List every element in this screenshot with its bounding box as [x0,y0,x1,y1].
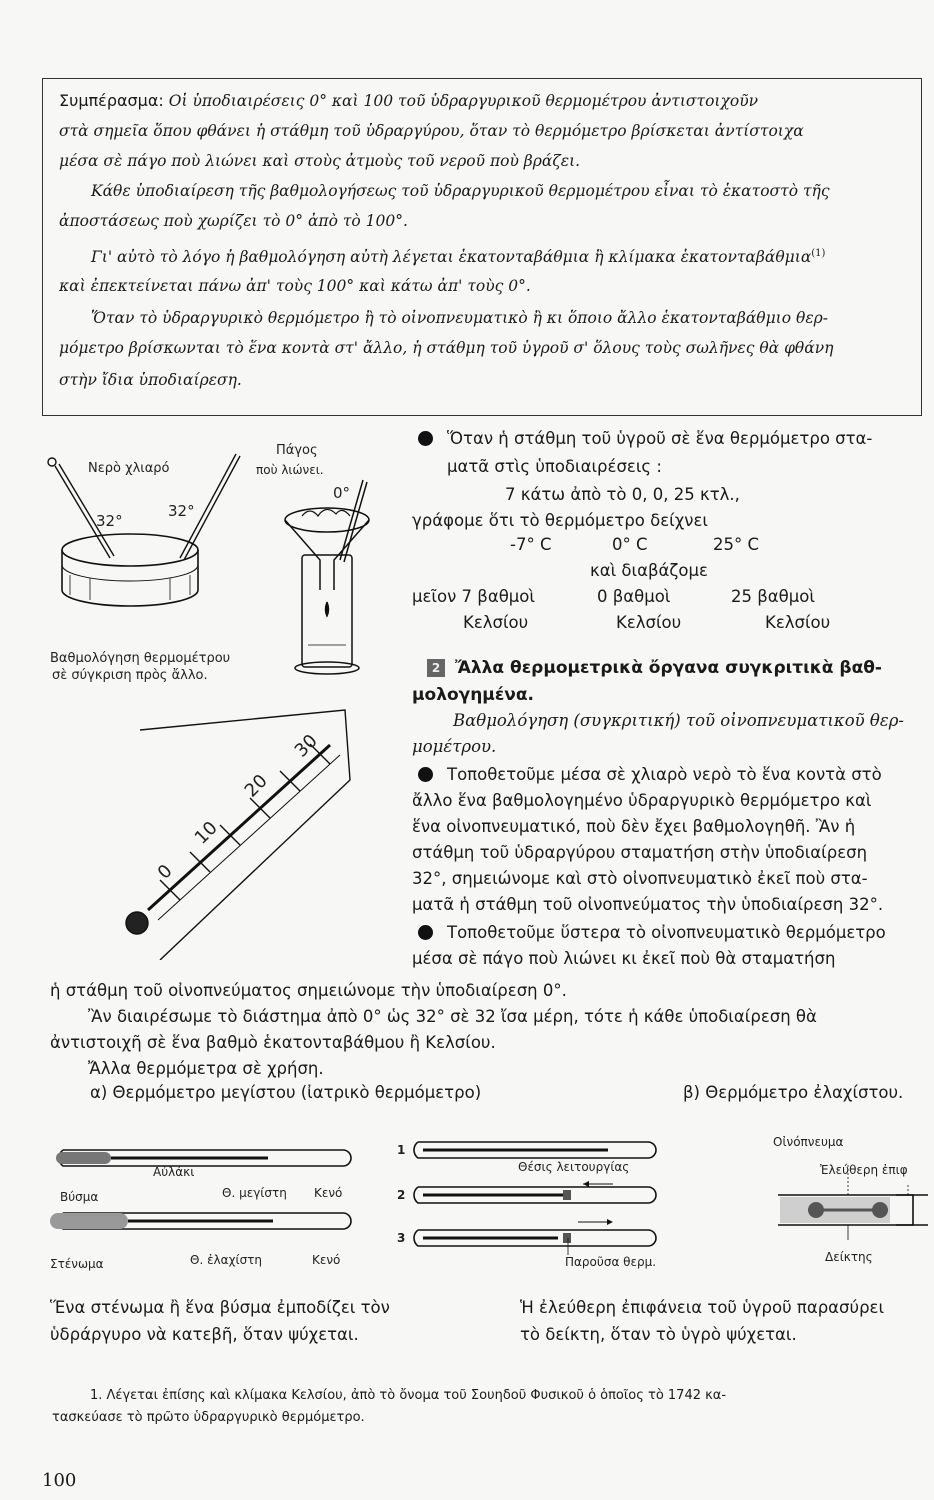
reading-read: 0 βαθμοὶ [597,587,671,606]
readings-line: 7 κάτω ἀπὸ τὸ 0, 0, 25 κτλ., [505,485,740,504]
conclusion-line: στὴν ἴδια ὑποδιαίρεση. [59,371,242,389]
temp-label-left: 32° [96,512,123,530]
ice-label: ποὺ λιώνει. [256,463,324,477]
label-keno: Κενό [312,1253,341,1267]
readings-line: Ὅταν ἡ στάθμη τοῦ ὑγροῦ σὲ ἕνα θερμόμετρο στα- [418,428,872,450]
conclusion-line: καὶ ἐπεκτείνεται πάνω ἀπ' τοὺς 100° καὶ κάτω ἀπ' τοὺς 0°. [59,277,531,295]
warm-water-beaker [62,534,198,606]
caption-right: Ἡ ἐλεύθερη ἐπιφάνεια τοῦ ὑγροῦ παρασύρει [520,1298,885,1317]
paragraph-line: ἕνα οἰνοπνευματικό, ποὺ δὲν ἔχει βαθμολογηθῆ. Ἂν ἡ [412,817,856,836]
paragraph-line: στάθμη τοῦ ὑδραργύρου σταματήση στὴν ὑποδιαίρεση [412,843,868,862]
section-number: 2 [427,659,445,677]
reading-value: 0° C [612,535,648,554]
label-deiktis: Δείκτης [825,1250,873,1264]
conclusion-label: Συμπέρασμα: [59,91,164,110]
reading-value: 25° C [713,535,760,554]
scale-label: 30 [290,730,322,762]
paragraph-line: μέσα σὲ πάγο ποὺ λιώνει κι ἐκεῖ ποὺ θὰ σταματήση [412,949,836,968]
paragraph-line: ἡ στάθμη τοῦ οἰνοπνεύματος σημειώνομε τὴν ὑποδιαίρεση 0°. [50,981,567,1000]
label-min: Θ. ἐλαχίστη [190,1253,262,1267]
label-oinopnevma: Οἰνόπνευμα [773,1135,844,1149]
conclusion-line: Γι' αὐτὸ τὸ λόγο ἡ βαθμολόγηση αὐτὴ λέγεται ἑκατονταβάθμια ἢ κλίμακα ἑκατονταβάθμια$^{(1)}$ [91,248,826,267]
label-avlaki: Αὐλάκι [153,1165,195,1179]
section-heading: 2 Ἄλλα θερμομετρικὰ ὄργανα συγκριτικὰ βαθ- [427,657,882,679]
section-heading: μολογημένα. [412,685,534,705]
paragraph-line: 32°, σημειώνομε καὶ στὸ οἰνοπνευματικὸ ἐκεῖ ποὺ στα- [412,869,868,888]
readings-line: ματᾶ στὶς ὑποδιαιρέσεις : [447,457,662,476]
conclusion-line: μόμετρο βρίσκωνται τὸ ἕνα κοντὰ στ' ἄλλο, ἡ στάθμη τοῦ ὑγροῦ σ' ὅλους τοὺς σωλῆνες θὰ φθάνη [59,339,834,357]
subsection-title: μομέτρου. [412,737,497,756]
footnote: 1. Λέγεται ἐπίσης καὶ κλίμακα Κελσίου, ἀπὸ τὸ ὄνομα τοῦ Σουηδοῦ Φυσικοῦ ὁ ὁποῖος τὸ 1742 κα- [90,1388,727,1403]
ice-funnel [285,480,369,674]
readings-line: καὶ διαβάζομε [590,561,708,580]
subsection-title: Βαθμολόγηση (συγκριτική) τοῦ οἰνοπνευματικοῦ θερ- [453,711,904,730]
paragraph-line: ἄλλο ἕνα βαθμολογημένο ὑδραργυρικὸ θερμόμετρο καὶ [412,791,872,810]
reading-value: -7° C [510,535,552,554]
temp-label-right: 32° [168,502,195,520]
reading-read: μεῖον 7 βαθμοὶ [412,587,535,606]
label-thesis: Θέσις λειτουργίας [518,1160,630,1174]
reading-read: Κελσίου [616,613,682,632]
caption-right: τὸ δείκτη, ὅταν τὸ ὑγρὸ ψύχεται. [520,1325,797,1344]
label-n1: 1 [397,1143,406,1157]
alpha-title: α) Θερμόμετρο μεγίστου (ἰατρικὸ θερμόμετρο) [90,1083,482,1102]
footnote: τασκεύασε τὸ πρῶτο ὑδραργυρικὸ θερμόμετρο. [52,1410,365,1425]
caption-left: ὑδράργυρο νὰ κατεβῆ, ὅταν ψύχεται. [50,1325,359,1344]
caption-left: Ἕνα στένωμα ἢ ἕνα βύσμα ἐμποδίζει τὸν [50,1298,390,1317]
max-min-thermometers-figure [38,1130,932,1280]
label-parousa: Παροῦσα θερμ. [565,1255,657,1269]
reading-read: 25 βαθμοὶ [731,587,815,606]
beta-title: β) Θερμόμετρο ἐλαχίστου. [683,1083,904,1102]
paragraph-line: Τοποθετοῦμε μέσα σὲ χλιαρὸ νερὸ τὸ ἕνα κοντὰ στὸ [418,764,882,786]
warm-water-label: Νερὸ χλιαρό [88,461,170,476]
figure-caption: Βαθμολόγηση θερμομέτρου [50,651,231,666]
bullet-icon [418,925,433,940]
footnote-mark: (1) [811,248,826,259]
paragraph-line: ματᾶ ἡ στάθμη τοῦ οἰνοπνεύματος τὴν ὑποδιαίρεση 32°. [412,895,884,914]
label-stenoma: Στένωμα [50,1257,104,1271]
bullet-icon [418,431,433,446]
conclusion-line: Συμπέρασμα: Οἱ ὑποδιαιρέσεις 0° καὶ 100 τοῦ ὑδραργυρικοῦ θερμομέτρου ἀντιστοιχοῦν [59,91,759,110]
figure-caption: σὲ σύγκριση πρὸς ἄλλο. [52,668,208,683]
paragraph-line: Τοποθετοῦμε ὕστερα τὸ οἰνοπνευματικὸ θερμόμετρο [418,922,886,944]
paragraph-line: ἀντιστοιχῆ σὲ ἕνα βαθμὸ ἑκατονταβάθμου ἢ Κελσίου. [50,1033,496,1052]
reading-read: Κελσίου [463,613,529,632]
label-keno: Κενό [314,1186,343,1200]
bullet-icon [418,767,433,782]
readings-line: γράφομε ὅτι τὸ θερμόμετρο δείχνει [412,511,708,530]
reading-read: Κελσίου [765,613,831,632]
page-number: 100 [42,1470,77,1491]
conclusion-line: στὰ σημεῖα ὅπου φθάνει ἡ στάθμη τοῦ ὑδραργύρου, ὅταν τὸ θερμόμετρο βρίσκεται ἀντίστοιχα [59,122,804,140]
ice-label: Πάγος [276,443,318,458]
scale-label: 20 [240,770,272,802]
conclusion-line: Ὅταν τὸ ὑδραργυρικὸ θερμόμετρο ἢ τὸ οἰνοπνευματικὸ ἢ κι ὅποιο ἄλλο ἑκατονταβάθμιο θερ- [91,309,829,327]
label-eleftheri: Ἐλεύθερη ἐπιφ [820,1163,908,1177]
label-max: Θ. μεγίστη [222,1186,287,1200]
paragraph-line: Ἂν διαιρέσωμε τὸ διάστημα ἀπὸ 0° ὡς 32° σὲ 32 ἴσα μέρη, τότε ἡ κάθε ὑποδιαίρεση θὰ [88,1007,817,1026]
paragraph-line: Ἄλλα θερμόμετρα σὲ χρήση. [88,1059,324,1078]
conclusion-line: Κάθε ὑποδιαίρεση τῆς βαθμολογήσεως τοῦ ὑδραργυρικοῦ θερμομέτρου εἶναι τὸ ἑκατοστὸ τῆς [91,182,830,200]
scale-label: 0 [153,860,177,884]
label-n3: 3 [397,1231,406,1245]
conclusion-box [42,78,922,416]
temp-label-zero: 0° [333,484,351,502]
scale-label: 10 [190,817,222,849]
label-n2: 2 [397,1188,406,1202]
label-vysma: Βύσμα [60,1190,99,1204]
conclusion-line: μέσα σὲ πάγο ποὺ λιώνει καὶ στοὺς ἀτμοὺς τοῦ νεροῦ ποὺ βράζει. [59,152,581,170]
conclusion-line: ἀποστάσεως ποὺ χωρίζει τὸ 0° ἀπὸ τὸ 100°. [59,212,408,230]
